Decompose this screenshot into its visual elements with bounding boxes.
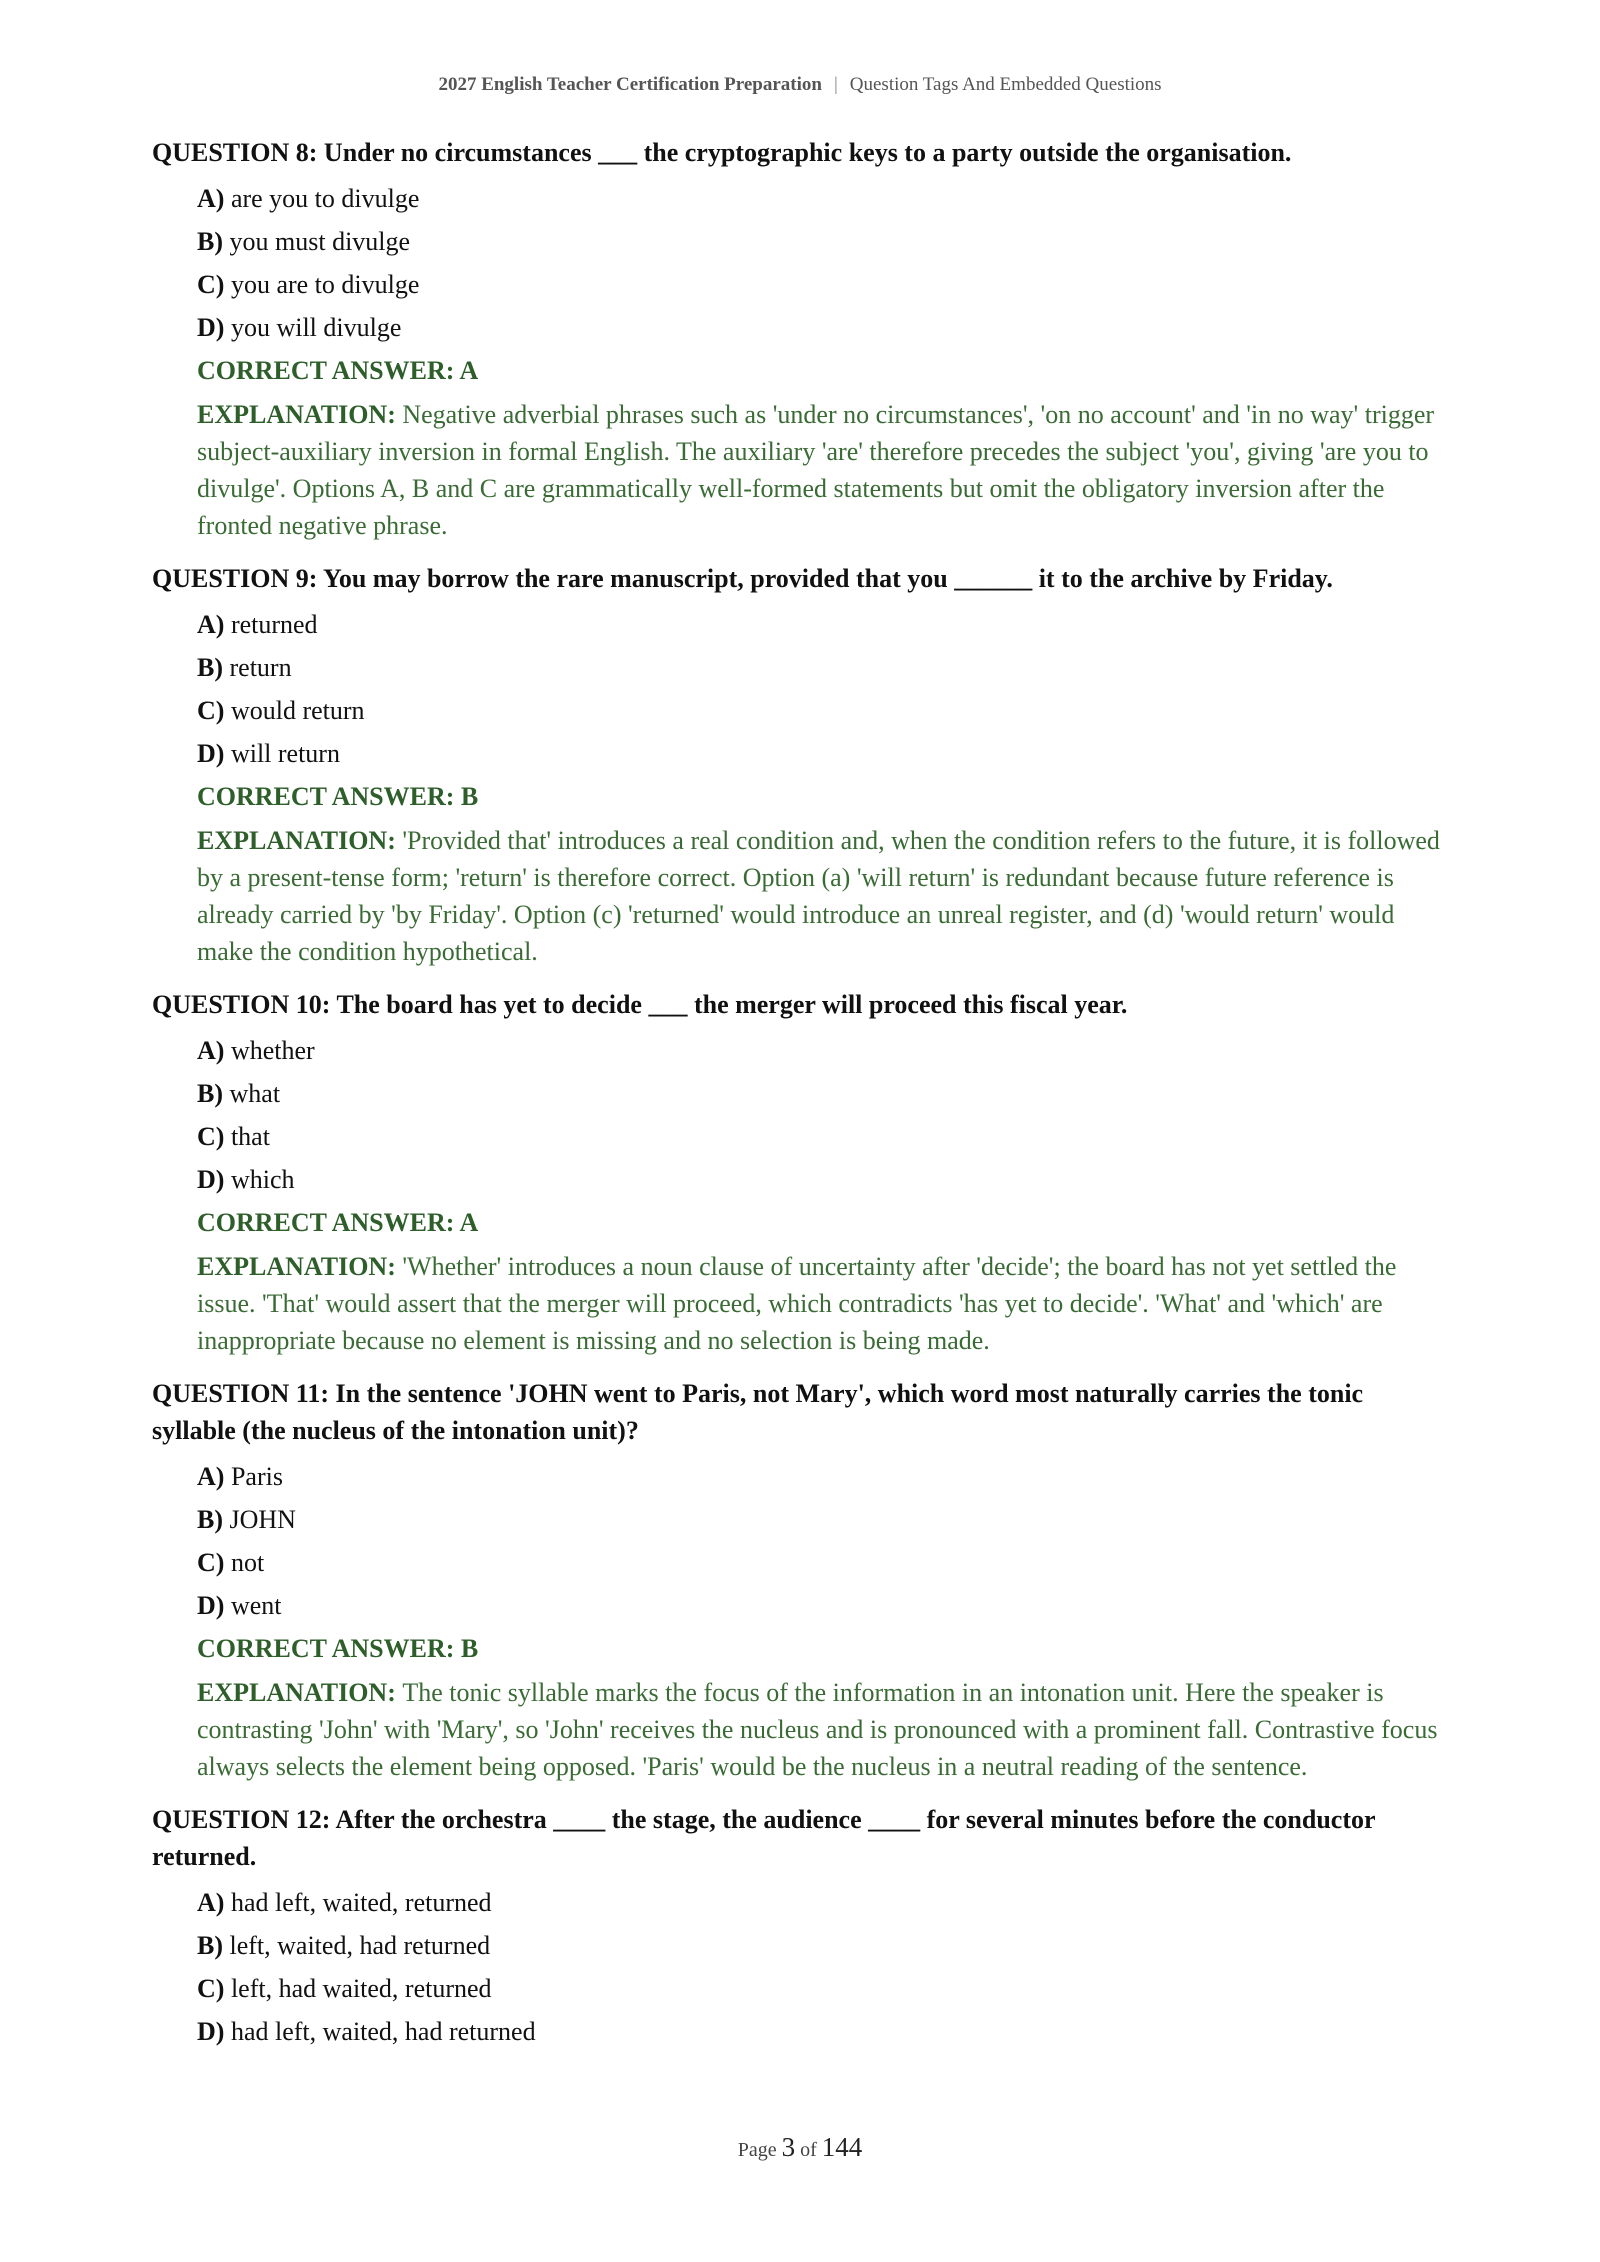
option-a: [197, 177, 1452, 220]
option-text: which: [224, 1165, 295, 1194]
option-b: [197, 1498, 1452, 1541]
option-list: [197, 1029, 1452, 1201]
option-text: Paris: [224, 1462, 283, 1491]
explanation-text: Negative adverbial phrases such as 'under no circumstances', 'on no account' and 'in no way' trigger subject-auxiliary inversion in formal English. The auxiliary 'are' therefore precedes the subject 'you', giving 'are you to divulge'. Options A, B and C are grammatically well-formed statements but omit the obligatory inversion after the fronted negative phrase.: [197, 400, 1435, 540]
question-stem: QUESTION 12: After the orchestra ____ the stage, the audience ____ for several minutes before the conductor returned.: [152, 1805, 1376, 1871]
option-text: what: [223, 1079, 281, 1108]
correct-answer: [197, 349, 1452, 392]
option-text: will return: [224, 739, 340, 768]
option-letter: D): [197, 1165, 225, 1194]
option-b: [197, 220, 1452, 263]
explanation-label: EXPLANATION:: [197, 1252, 403, 1281]
question-block: [152, 986, 1452, 1359]
option-text: are you to divulge: [224, 184, 420, 213]
option-list: [197, 603, 1452, 775]
explanation-text: 'Whether' introduces a noun clause of uncertainty after 'decide'; the board has not yet settled the issue. 'That' would assert that the merger will proceed, which contradicts 'has yet to decide'. 'What' and 'which' are inappropriate because no element is missing and no selection is being made.: [197, 1252, 1397, 1355]
option-c: [197, 1967, 1452, 2010]
option-d: [197, 1158, 1452, 1201]
option-letter: D): [197, 2017, 225, 2046]
option-letter: B): [197, 227, 223, 256]
option-text: left, waited, had returned: [223, 1931, 491, 1960]
explanation-text: The tonic syllable marks the focus of the information in an intonation unit. Here the speaker is contrasting 'John' with 'Mary', so 'John' receives the nucleus and is pronounced with a prominent fall. Contrastive focus always selects the element being opposed. 'Paris' would be the nucleus in a neutral reading of the sentence.: [197, 1678, 1438, 1781]
option-letter: A): [197, 1888, 225, 1917]
question-stem: QUESTION 11: In the sentence 'JOHN went to Paris, not Mary', which word most naturally carries the tonic syllable (the nucleus of the intonation unit)?: [152, 1379, 1364, 1445]
option-text: had left, waited, had returned: [224, 2017, 536, 2046]
header-separator: |: [833, 74, 838, 95]
option-text: left, had waited, returned: [224, 1974, 492, 2003]
explanation: [197, 1674, 1452, 1785]
answer-label: CORRECT ANSWER:: [197, 356, 460, 385]
option-text: returned: [224, 610, 318, 639]
option-letter: C): [197, 696, 225, 725]
question-stem: QUESTION 9: You may borrow the rare manuscript, provided that you ______ it to the archive by Friday.: [152, 564, 1333, 593]
explanation-label: EXPLANATION:: [197, 826, 403, 855]
option-letter: D): [197, 313, 225, 342]
explanation-text: 'Provided that' introduces a real condition and, when the condition refers to the future, it is followed by a present-tense form; 'return' is therefore correct. Option (a) 'will return' is redundant because future reference is already carried by 'by Friday'. Option (c) 'returned' would introduce an unreal register, and (d) 'would return' would make the condition hypothetical.: [197, 826, 1440, 966]
option-letter: C): [197, 1548, 225, 1577]
option-b: [197, 646, 1452, 689]
option-c: [197, 263, 1452, 306]
question-block: [152, 1801, 1452, 2053]
option-b: [197, 1072, 1452, 1115]
question-block: [152, 134, 1452, 544]
option-text: you will divulge: [224, 313, 402, 342]
option-letter: D): [197, 1591, 225, 1620]
answer-value: B: [460, 1634, 479, 1663]
question-stem: QUESTION 10: The board has yet to decide ___ the merger will proceed this fiscal year.: [152, 990, 1128, 1019]
option-d: [197, 306, 1452, 349]
question-block: [152, 560, 1452, 970]
page-footer: [0, 2132, 1600, 2163]
correct-answer: [197, 775, 1452, 818]
option-list: [197, 1455, 1452, 1627]
explanation-label: EXPLANATION:: [197, 1678, 403, 1707]
option-letter: D): [197, 739, 225, 768]
option-b: [197, 1924, 1452, 1967]
question-stem: QUESTION 8: Under no circumstances ___ the cryptographic keys to a party outside the organisation.: [152, 138, 1292, 167]
option-d: [197, 2010, 1452, 2053]
option-text: went: [224, 1591, 282, 1620]
option-c: [197, 1115, 1452, 1158]
option-list: [197, 177, 1452, 349]
option-d: [197, 1584, 1452, 1627]
option-d: [197, 732, 1452, 775]
option-text: JOHN: [223, 1505, 296, 1534]
option-letter: B): [197, 1931, 223, 1960]
option-a: [197, 1029, 1452, 1072]
option-c: [197, 1541, 1452, 1584]
explanation: [197, 1248, 1452, 1359]
question-list: [152, 134, 1452, 2069]
option-text: you are to divulge: [224, 270, 420, 299]
page-word: Page: [737, 2139, 782, 2161]
option-text: you must divulge: [223, 227, 411, 256]
answer-value: A: [459, 1208, 479, 1237]
option-letter: C): [197, 270, 225, 299]
option-letter: B): [197, 1079, 223, 1108]
explanation: [197, 822, 1452, 970]
option-letter: C): [197, 1974, 225, 2003]
option-a: [197, 1455, 1452, 1498]
option-text: had left, waited, returned: [224, 1888, 492, 1917]
option-letter: B): [197, 1505, 223, 1534]
correct-answer: [197, 1627, 1452, 1670]
option-a: [197, 1881, 1452, 1924]
page-header: [0, 74, 1600, 96]
option-c: [197, 689, 1452, 732]
explanation-label: EXPLANATION:: [197, 400, 403, 429]
correct-answer: [197, 1201, 1452, 1244]
option-text: would return: [224, 696, 365, 725]
answer-label: CORRECT ANSWER:: [197, 782, 461, 811]
answer-value: A: [459, 356, 479, 385]
option-text: return: [223, 653, 292, 682]
option-letter: A): [197, 184, 225, 213]
explanation: [197, 396, 1452, 544]
option-letter: A): [197, 1036, 225, 1065]
option-letter: B): [197, 653, 223, 682]
option-letter: A): [197, 1462, 225, 1491]
answer-label: CORRECT ANSWER:: [197, 1634, 461, 1663]
option-letter: A): [197, 610, 225, 639]
option-list: [197, 1881, 1452, 2053]
option-text: that: [224, 1122, 270, 1151]
page-number: 3: [781, 2132, 796, 2162]
option-text: not: [224, 1548, 265, 1577]
section-title: Question Tags And Embedded Questions: [849, 74, 1162, 95]
answer-value: B: [460, 782, 479, 811]
of-word: of: [795, 2139, 822, 2161]
answer-label: CORRECT ANSWER:: [197, 1208, 460, 1237]
total-pages: 144: [821, 2132, 863, 2162]
option-a: [197, 603, 1452, 646]
option-letter: C): [197, 1122, 225, 1151]
document-title: 2027 English Teacher Certification Preparation: [438, 74, 822, 95]
question-block: [152, 1375, 1452, 1785]
option-text: whether: [224, 1036, 315, 1065]
